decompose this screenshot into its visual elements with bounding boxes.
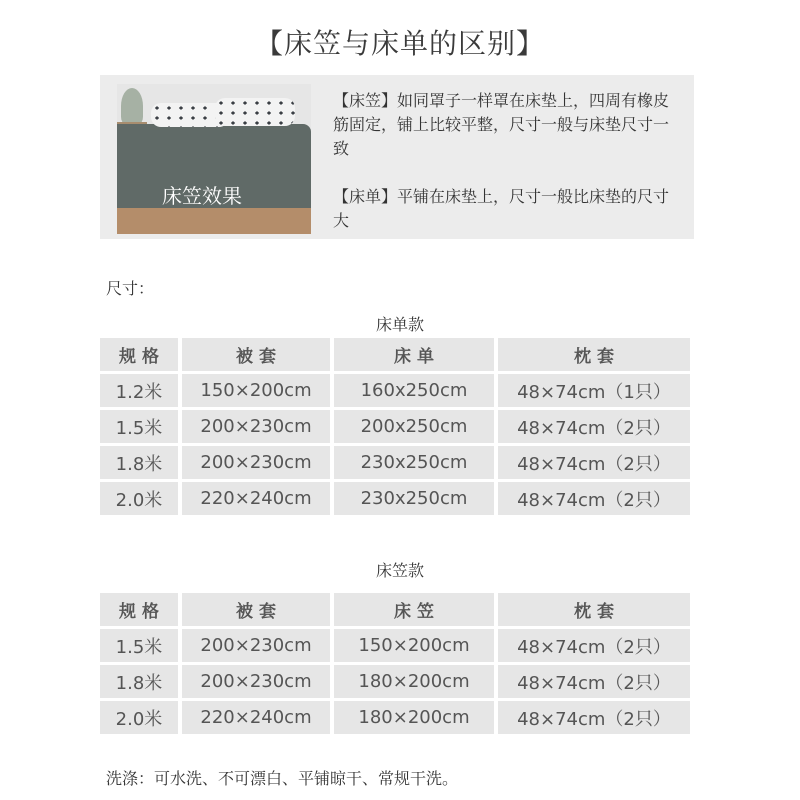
- flat-sheet-table: [100, 338, 694, 518]
- table-cell: 160x250cm: [334, 374, 494, 407]
- table-cell: 2.0米: [100, 482, 178, 515]
- table-cell: 1.2米: [100, 374, 178, 407]
- fitted-table-title: 床笠款: [375, 561, 424, 580]
- intro-panel: [100, 75, 694, 239]
- table-cell: 48×74cm（2只）: [498, 482, 690, 515]
- bed-base: [117, 208, 311, 234]
- table-row: [100, 629, 694, 665]
- table-cell: 220×240cm: [182, 701, 330, 734]
- table-cell: 200×230cm: [182, 665, 330, 698]
- table-cell: 48×74cm（2只）: [498, 410, 690, 443]
- table-cell: 48×74cm（2只）: [498, 701, 690, 734]
- table-row: [100, 410, 694, 446]
- table-cell: 1.8米: [100, 446, 178, 479]
- table-cell: 48×74cm（2只）: [498, 629, 690, 662]
- flat-description: 【床单】平铺在床垫上，尺寸一般比床垫的尺寸大: [333, 187, 670, 230]
- table-cell: 48×74cm（1只）: [498, 374, 690, 407]
- table-row: [100, 446, 694, 482]
- page-title: 【床笠与床单的区别】: [254, 27, 545, 60]
- intro-text: [333, 89, 678, 257]
- table-cell: 180×200cm: [334, 665, 494, 698]
- header-cell: 规 格: [100, 593, 178, 626]
- table-row: [100, 374, 694, 410]
- table-cell: 200×230cm: [182, 629, 330, 662]
- pillow-right: [215, 98, 295, 126]
- table-row: [100, 701, 694, 737]
- header-cell: 被 套: [182, 593, 330, 626]
- table-cell: 48×74cm（2只）: [498, 665, 690, 698]
- plant-decoration: [121, 88, 143, 124]
- table-cell: 1.8米: [100, 665, 178, 698]
- table-header-row: [100, 338, 694, 374]
- table-cell: 200x250cm: [334, 410, 494, 443]
- header-cell: 床 笠: [334, 593, 494, 626]
- header-cell: 枕 套: [498, 338, 690, 371]
- table-cell: 200×230cm: [182, 410, 330, 443]
- care-instructions: 洗涤：可水洗、不可漂白、平铺晾干、常规干洗。: [106, 769, 459, 788]
- table-cell: 230x250cm: [334, 446, 494, 479]
- fitted-sheet-photo: [117, 84, 311, 234]
- table-cell: 180×200cm: [334, 701, 494, 734]
- table-cell: 200×230cm: [182, 446, 330, 479]
- photo-caption: 床笠效果: [162, 184, 242, 208]
- header-cell: 枕 套: [498, 593, 690, 626]
- table-cell: 150×200cm: [334, 629, 494, 662]
- table-cell: 48×74cm（2只）: [498, 446, 690, 479]
- table-cell: 220×240cm: [182, 482, 330, 515]
- size-label: 尺寸：: [106, 279, 155, 298]
- table-header-row: [100, 593, 694, 629]
- table-cell: 1.5米: [100, 410, 178, 443]
- table-cell: 230x250cm: [334, 482, 494, 515]
- fitted-description: 【床笠】如同罩子一样罩在床垫上，四周有橡皮筋固定，铺上比较平整，尺寸一般与床垫尺寸一致: [333, 91, 670, 158]
- table-cell: 1.5米: [100, 629, 178, 662]
- fitted-sheet-table: [100, 593, 694, 737]
- flat-table-title: 床单款: [375, 315, 424, 334]
- header-cell: 规 格: [100, 338, 178, 371]
- header-cell: 被 套: [182, 338, 330, 371]
- table-row: [100, 665, 694, 701]
- table-cell: 150×200cm: [182, 374, 330, 407]
- table-row: [100, 482, 694, 518]
- header-cell: 床 单: [334, 338, 494, 371]
- table-cell: 2.0米: [100, 701, 178, 734]
